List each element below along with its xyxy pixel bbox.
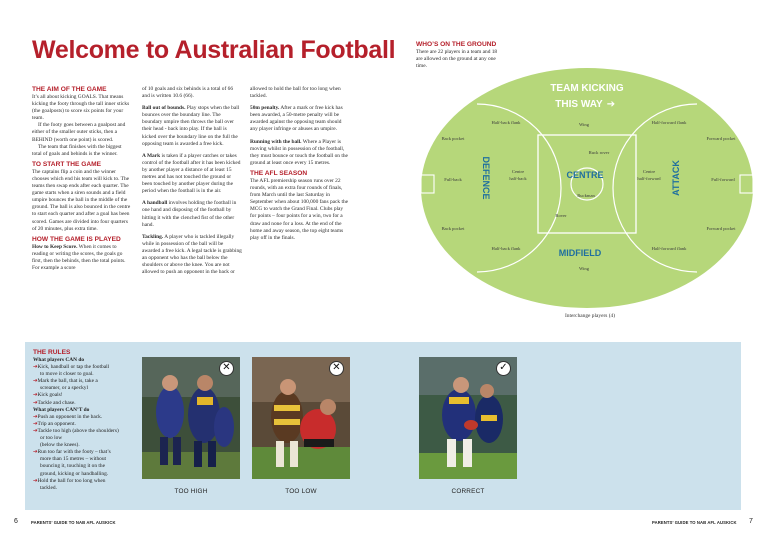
can-item <box>33 364 133 371</box>
cant-item <box>33 449 133 456</box>
position-back-pocket-top: Back pocket <box>441 136 465 141</box>
photo-too-low <box>252 357 350 479</box>
position-ruckman: Ruckman <box>577 193 595 198</box>
how-played-heading: HOW THE GAME IS PLAYED <box>32 235 121 243</box>
cant-item-continuation: bouncing it, touching it on the <box>40 463 105 470</box>
arrow-icon: ➔ <box>33 399 38 406</box>
hold-ball-paragraph: allowed to hold the ball for too long when tackled. <box>250 86 341 100</box>
cant-item-text: Hold the ball for too long when <box>37 477 106 484</box>
position-full-back: Full-back <box>444 177 462 182</box>
text-column-3 <box>250 86 350 242</box>
cant-item-continuation: ground, kicking or handballing. <box>40 470 109 477</box>
caption-correct: CORRECT <box>451 488 485 495</box>
rules-list <box>33 357 133 492</box>
text-column-2 <box>142 86 242 276</box>
score-example-paragraph: of 10 goals and six behinds is a total of 66 and is written 10.6 (66). <box>142 86 234 100</box>
midfield-zone-label: MIDFIELD <box>558 248 602 258</box>
cant-do-list <box>33 414 133 492</box>
photo-correct <box>419 357 517 479</box>
page-number-right: 7 <box>749 518 753 525</box>
caption-too-low: TOO LOW <box>285 488 317 495</box>
mark-paragraph: A Mark is taken if a player catches or takes control of the football after it has been kicked by another player a distance of at least 15 metres and has not touched the ground or been touched by another player during the period when the football is in the air. <box>142 152 241 195</box>
centre-zone-label: CENTRE <box>566 170 604 180</box>
cant-item <box>33 478 133 485</box>
start-paragraph: The captains flip a coin and the winner chooses which end his team will kick to. The teams then swap ends after each quarter. The game starts when a siren sounds and a field umpire bounces the ball in the middle of the ground. The ball is also bounced in the centre to start each quarter and after a goal has been scored. Games are divided into four quarters of 20 minutes, plus extra time. <box>32 168 131 232</box>
arrow-icon: ➔ <box>33 427 38 434</box>
cant-item-text: Run too far with the footy – that’s <box>37 449 111 456</box>
aim-paragraph-3: The team that finishes with the biggest total of goals and behinds is the winner. <box>32 143 122 157</box>
penalty-paragraph: 50m penalty. After a mark or free kick has been awarded, a 50-metre penalty will be awarded against the opposing team should any player infringe or abuses an umpire. <box>250 105 343 133</box>
position-centre-half-forward-1: Centre <box>642 169 656 174</box>
position-half-back-flank-top: Half-back flank <box>491 120 521 125</box>
rules-heading: THE RULES <box>33 349 71 356</box>
season-heading: THE AFL SEASON <box>250 169 308 177</box>
this-way-label: THIS WAY <box>555 99 603 110</box>
cant-item-continuation: or too low <box>40 435 63 442</box>
who-paragraph: There are 22 players in a team and 18 are allowed on the ground at any one time. <box>416 49 498 70</box>
position-forward-pocket-top: Forward pocket <box>706 136 736 141</box>
arrow-icon: ➔ <box>33 449 38 456</box>
position-forward-pocket-bottom: Forward pocket <box>706 226 736 231</box>
position-wing-bottom: Wing <box>578 266 590 271</box>
out-of-bounds-paragraph: Ball out of bounds. Play stops when the ball bounces over the boundary line. The boundary umpire then throws the ball over their head - back into play. If the ball is kicked over the boundary line on the full the opposing team is awarded a free kick. <box>142 105 240 147</box>
running-paragraph: Running with the ball. Where a Player is moving whilst in possession of the football, they must bounce or touch the football on the ground at least once every 15 metres. <box>250 138 348 166</box>
can-item-text: Mark the ball, that is, take a <box>37 378 98 385</box>
cross-icon: ✕ <box>329 361 344 376</box>
position-rover: Rover <box>555 213 567 218</box>
position-centre-half-back-1: Centre <box>511 169 525 174</box>
caption-too-high: TOO HIGH <box>174 488 208 495</box>
footer-guide-right: PARENTS’ GUIDE TO NAB AFL AUSKICK <box>652 520 737 525</box>
page-title: Welcome to Australian Football <box>32 36 396 64</box>
cant-item <box>33 421 133 428</box>
arrow-icon: ➔ <box>33 392 38 399</box>
page-number-left: 6 <box>14 518 18 525</box>
position-ruck-rover: Ruck rover <box>588 150 610 155</box>
keep-score-paragraph: How to Keep Score. When it comes to reading or writing the scores, the goals go first, then the behinds, then the total points. For example a score <box>32 243 126 271</box>
cant-item-text: Trip an opponent. <box>37 420 76 427</box>
cross-icon: ✕ <box>219 361 234 376</box>
position-half-forward-flank-bottom: Half-forward flank <box>651 246 687 251</box>
position-wing-top: Wing <box>578 122 590 127</box>
position-half-back-flank-bottom: Half-back flank <box>491 246 521 251</box>
can-item-text: Tackle and chase. <box>37 399 76 406</box>
can-item-continuation: screamer, or a speckyl <box>40 385 88 392</box>
season-paragraph: The AFL premiership season runs over 22 rounds, with an extra four rounds of finals, from March until the last Saturday in September when about 100,000 fans pack the MCG to watch the Grand Final. Clubs play for points – four points for a win, two for a draw and none for a loss. At the end of the home and away season, the top eight teams play off in the finals. <box>250 177 349 241</box>
can-item <box>33 400 133 407</box>
cant-do-heading: What players CAN’T do <box>33 406 90 413</box>
aim-heading: THE AIM OF THE GAME <box>32 86 107 93</box>
arrow-icon: ➔ <box>33 477 38 484</box>
team-kicking-label: TEAM KICKING <box>550 83 624 94</box>
text-column-1 <box>32 86 132 272</box>
cant-item-text: Push an opponent in the back. <box>37 413 103 420</box>
right-arrow-icon: ➔ <box>606 99 616 110</box>
defence-zone-label: DEFENCE <box>481 156 491 200</box>
cant-item <box>33 428 133 435</box>
cant-item <box>33 414 133 421</box>
can-do-heading: What players CAN do <box>33 357 85 363</box>
can-item-text: Kick goals! <box>37 392 63 399</box>
cant-item-continuation: more than 15 metres – without <box>40 456 107 463</box>
tick-icon: ✓ <box>496 361 511 376</box>
aim-paragraph-2: If the footy goes between a goalpost and either of the smaller outer sticks, then a BEHIND (worth one point) is scored. <box>32 122 126 143</box>
handball-paragraph: A handball involves holding the football in one hand and disposing of the football by hitting it with the clenched fist of the other hand. <box>142 200 237 228</box>
position-half-forward-flank-top: Half-forward flank <box>651 120 687 125</box>
arrow-icon: ➔ <box>33 413 38 420</box>
arrow-icon: ➔ <box>33 364 38 371</box>
footer-guide-left: PARENTS’ GUIDE TO NAB AFL AUSKICK <box>31 520 116 525</box>
arrow-icon: ➔ <box>33 420 38 427</box>
tackling-paragraph: Tackling. A player who is tackled illegally while in possession of the ball will be awarded a free kick. A legal tackle is grabbing an opponent who has the ball below the shoulders or above the knee. You are not allowed to push an opponent in the back or <box>142 233 242 276</box>
position-centre-half-forward-2: half-forward <box>637 176 661 181</box>
can-do-list <box>33 364 133 407</box>
position-back-pocket-bottom: Back pocket <box>441 226 465 231</box>
cant-item-continuation: (below the knees). <box>40 442 80 449</box>
can-item <box>33 378 133 385</box>
position-centre-half-back-2: half-back <box>509 176 527 181</box>
can-item <box>33 392 133 399</box>
cant-item-continuation: tackled. <box>40 484 57 491</box>
can-item-text: Kick, handball or tap the football <box>37 364 110 371</box>
interchange-label: Interchange players (4) <box>565 313 615 319</box>
cant-item-text: Tackle too high (above the shoulders) <box>37 427 119 434</box>
can-item-continuation: to move it closer to goal. <box>40 371 94 378</box>
arrow-icon: ➔ <box>33 378 38 385</box>
who-heading: WHO’S ON THE GROUND <box>416 41 497 48</box>
aim-paragraph-1: It’s all about kicking GOALS. That means kicking the footy through the tall inner sticks (the goalposts) to score six points for your team. <box>32 94 130 122</box>
football-field-diagram <box>419 64 755 312</box>
start-heading: TO START THE GAME <box>32 160 101 168</box>
photo-too-high <box>142 357 240 479</box>
attack-zone-label: ATTACK <box>671 160 681 196</box>
position-full-forward: Full-forward <box>711 177 735 182</box>
